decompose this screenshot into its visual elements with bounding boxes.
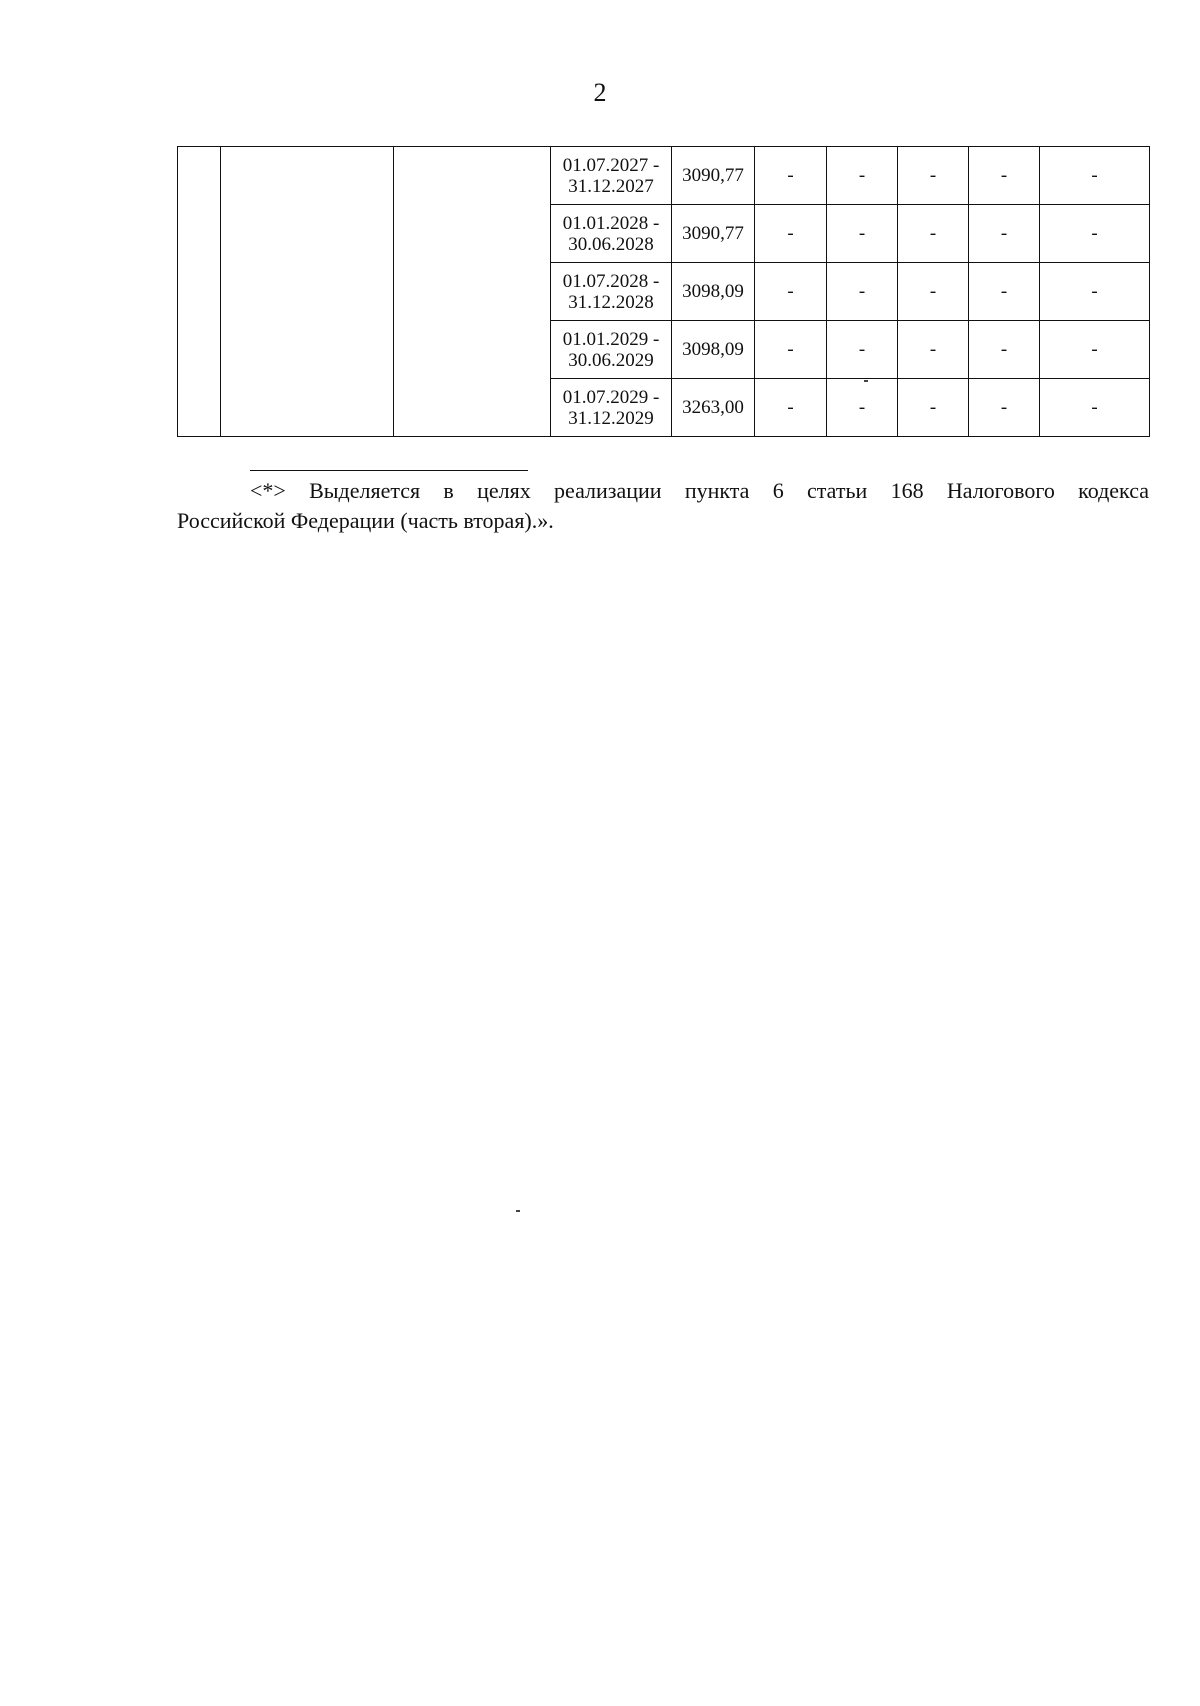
dash-cell: -: [1040, 263, 1150, 321]
dash-cell: -: [969, 205, 1040, 263]
dash-cell: -: [898, 379, 969, 437]
period-start: 01.07.2028 -: [562, 270, 660, 292]
table-row: [178, 147, 1150, 205]
period-end: 30.06.2029: [568, 349, 654, 371]
period-end: 31.12.2027: [568, 175, 654, 197]
period-end: 31.12.2028: [568, 291, 654, 313]
dash-cell: -: [827, 379, 898, 437]
dash-cell: -: [827, 205, 898, 263]
dash-cell: -: [898, 321, 969, 379]
name-cell: [221, 147, 394, 437]
dash-cell: -: [755, 321, 827, 379]
value-cell: 3263,00: [672, 379, 755, 437]
dash-cell: -: [1040, 379, 1150, 437]
dash-cell: -: [898, 205, 969, 263]
dash-cell: -: [969, 263, 1040, 321]
footnote-line-1: <*> Выделяется в целях реализации пункта 6 статьи 168 Налогового кодекса: [250, 478, 1149, 503]
value-cell: 3098,09: [672, 321, 755, 379]
page-number: 2: [593, 78, 607, 107]
dash-cell: -: [1040, 147, 1150, 205]
value-cell: 3098,09: [672, 263, 755, 321]
period-start: 01.07.2029 -: [562, 386, 660, 408]
period-cell: [551, 321, 672, 379]
footnote: [177, 476, 1149, 536]
tariff-table: [177, 146, 1150, 437]
dash-cell: -: [827, 321, 898, 379]
period-start: 01.01.2029 -: [562, 328, 660, 350]
dash-cell: -: [969, 379, 1040, 437]
period-cell: [551, 263, 672, 321]
row-number-cell: [178, 147, 221, 437]
dash-cell: -: [898, 147, 969, 205]
dash-cell: -: [1040, 205, 1150, 263]
period-cell: [551, 205, 672, 263]
dash-cell: -: [755, 263, 827, 321]
footnote-line-2: Российской Федерации (часть вторая).».: [177, 508, 554, 533]
dash-cell: -: [827, 147, 898, 205]
dash-cell: -: [1040, 321, 1150, 379]
period-start: 01.07.2027 -: [562, 154, 660, 176]
dash-cell: -: [898, 263, 969, 321]
dash-cell: -: [827, 263, 898, 321]
value-cell: 3090,77: [672, 205, 755, 263]
dash-cell: -: [969, 147, 1040, 205]
period-cell: [551, 379, 672, 437]
footnote-separator: [250, 470, 528, 471]
value-cell: 3090,77: [672, 147, 755, 205]
dash-cell: -: [755, 205, 827, 263]
dash-cell: -: [755, 379, 827, 437]
dash-cell: -: [969, 321, 1040, 379]
period-end: 30.06.2028: [568, 233, 654, 255]
period-start: 01.01.2028 -: [562, 212, 660, 234]
period-cell: [551, 147, 672, 205]
dash-cell: -: [755, 147, 827, 205]
scan-speck: [516, 1210, 520, 1212]
category-cell: [394, 147, 551, 437]
period-end: 31.12.2029: [568, 407, 654, 429]
scan-speck: [864, 380, 868, 382]
